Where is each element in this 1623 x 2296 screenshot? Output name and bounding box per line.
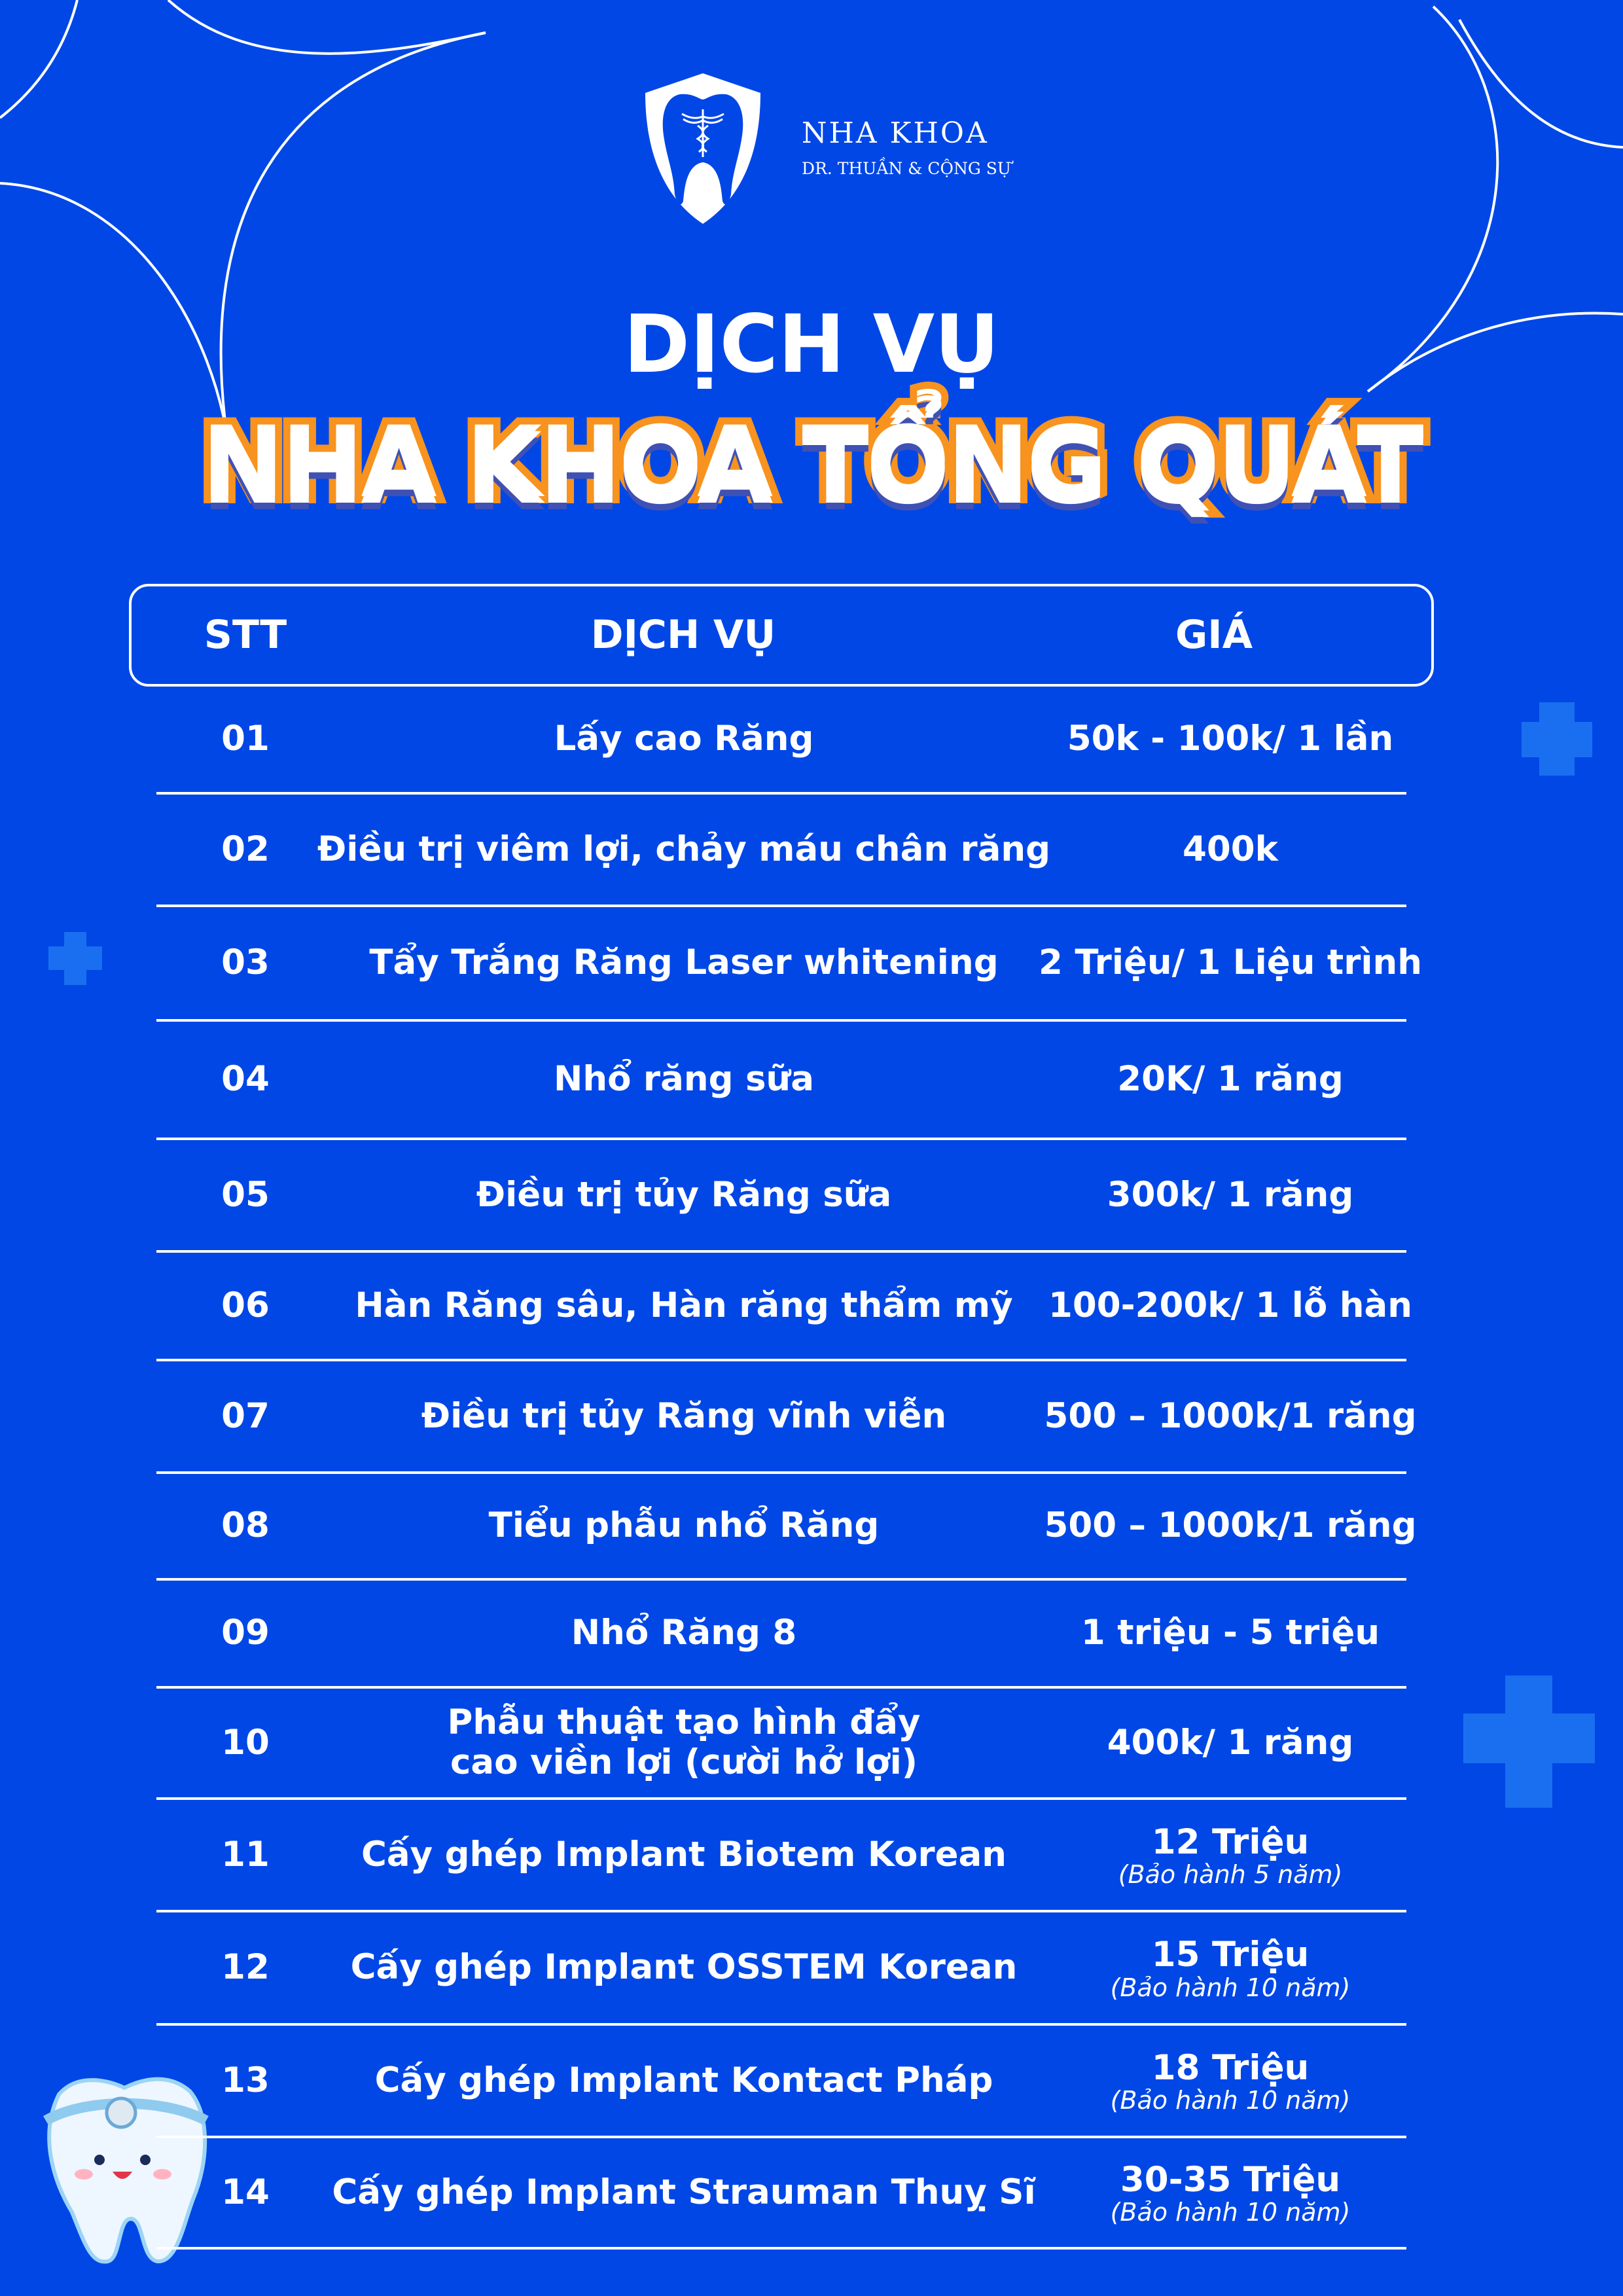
table-row: [0, 1022, 1623, 1140]
row-number: [221, 795, 270, 905]
price-cell: [1044, 1474, 1416, 1578]
row-number: [221, 1689, 270, 1797]
stt-value: 05: [221, 1174, 270, 1215]
page-subtitle: NHA KHOA TỔNG QUÁT: [202, 406, 1421, 520]
service-cell: [476, 1140, 892, 1250]
stt-value: 04: [221, 1059, 270, 1100]
service-cell: [554, 687, 814, 792]
service-name: Điều trị tủy Răng vĩnh viễn: [421, 1395, 947, 1436]
row-number: [221, 1361, 270, 1471]
service-name: Điều trị tủy Răng sữa: [476, 1174, 892, 1215]
price-value: 12 Triệu: [1151, 1821, 1310, 1862]
stt-value: 09: [221, 1613, 270, 1653]
service-name: Cấy ghép Implant Biotem Korean: [361, 1834, 1007, 1874]
stt-value: 07: [221, 1395, 270, 1436]
service-name: Cấy ghép Implant Kontact Pháp: [374, 2060, 993, 2100]
price-value: 500 – 1000k/1 răng: [1044, 1505, 1417, 1546]
price-value: 15 Triệu: [1151, 1935, 1310, 1975]
service-cell: [448, 1689, 921, 1797]
service-cell: [317, 795, 1050, 905]
price-value: 18 Triệu: [1151, 2047, 1310, 2088]
row-number: [221, 1022, 270, 1138]
service-name: Tẩy Trắng Răng Laser whitening: [369, 942, 999, 983]
price-value: 500 – 1000k/1 răng: [1044, 1395, 1417, 1436]
price-value: 100-200k/ 1 lỗ hàn: [1048, 1285, 1412, 1325]
price-value: 400k/ 1 răng: [1107, 1722, 1354, 1763]
row-divider: [156, 2247, 1406, 2250]
table-row: [0, 687, 1623, 795]
table-row: [0, 2138, 1623, 2250]
service-name: Cấy ghép Implant Strauman Thuỵ Sĩ: [332, 2172, 1036, 2212]
price-value: 300k/ 1 răng: [1107, 1174, 1354, 1215]
price-cell: [1067, 687, 1394, 792]
service-name: Tiểu phẫu nhổ Răng: [488, 1505, 880, 1546]
warranty-note: (Bảo hành 10 năm): [1110, 2086, 1351, 2115]
stt-value: 12: [221, 1947, 270, 1988]
row-number: [221, 2026, 270, 2136]
price-cell: [1107, 1689, 1354, 1797]
service-name: Cấy ghép Implant OSSTEM Korean: [350, 1947, 1018, 1988]
table-row: [0, 1474, 1623, 1581]
service-name: Lấy cao Răng: [554, 719, 814, 759]
table-row: [0, 907, 1623, 1022]
service-name: Hàn Răng sâu, Hàn răng thẩm mỹ: [355, 1285, 1013, 1325]
price-cell: [1111, 1912, 1351, 2023]
row-number: [221, 1140, 270, 1250]
service-cell: [554, 1022, 814, 1138]
price-cell: [1107, 1140, 1354, 1250]
stt-value: 11: [221, 1834, 270, 1874]
brand-subtitle: DR. THUẦN & CỘNG SỰ: [802, 159, 1011, 178]
table-row: [0, 1581, 1623, 1689]
warranty-note: (Bảo hành 10 năm): [1110, 2198, 1351, 2227]
service-name: Điều trị viêm lợi, chảy máu chân răng: [317, 829, 1051, 869]
price-cell: [1081, 1581, 1380, 1686]
table-row: [0, 2026, 1623, 2138]
page-title: DỊCH VỤ: [623, 298, 1000, 391]
price-cell: [1183, 795, 1278, 905]
row-number: [221, 2138, 270, 2247]
service-name-line2: cao viền lợi (cười hở lợi): [450, 1742, 918, 1782]
service-name: Nhổ răng sữa: [553, 1059, 815, 1100]
row-number: [221, 687, 270, 792]
service-cell: [489, 1474, 880, 1578]
row-number: [221, 1912, 270, 2023]
price-cell: [1048, 1253, 1412, 1359]
price-value: 50k - 100k/ 1 lần: [1067, 719, 1394, 759]
price-value: 2 Triệu/ 1 Liệu trình: [1039, 942, 1422, 983]
stt-value: 10: [221, 1722, 270, 1763]
service-cell: [375, 2026, 993, 2136]
table-row: [0, 1361, 1623, 1474]
stt-value: 13: [221, 2060, 270, 2100]
price-cell: [1044, 1361, 1416, 1471]
table-row: [0, 1800, 1623, 1912]
service-cell: [369, 907, 998, 1019]
brand-name: NHA KHOA: [802, 117, 989, 150]
stt-value: 03: [221, 942, 270, 983]
header-service: DỊCH VỤ: [590, 612, 776, 658]
table-row: [0, 1253, 1623, 1361]
service-cell: [421, 1361, 947, 1471]
price-cell: [1117, 1022, 1344, 1138]
table-row: [0, 1912, 1623, 2026]
service-name: Phẫu thuật tạo hình đẩy: [447, 1702, 921, 1743]
warranty-note: (Bảo hành 10 năm): [1110, 1973, 1351, 2002]
table-header: [129, 584, 1434, 687]
row-number: [221, 1581, 270, 1686]
service-cell: [332, 2138, 1035, 2247]
stt-value: 02: [221, 829, 270, 869]
service-cell: [571, 1581, 797, 1686]
logo-shield-icon: [644, 73, 762, 224]
stt-value: 08: [221, 1505, 270, 1546]
service-cell: [351, 1912, 1018, 2023]
table-row: [0, 1140, 1623, 1253]
stt-value: 01: [221, 719, 270, 759]
service-cell: [355, 1253, 1012, 1359]
price-value: 1 triệu - 5 triệu: [1080, 1613, 1380, 1653]
service-name: Nhổ Răng 8: [571, 1613, 797, 1653]
header-price: GIÁ: [1175, 612, 1253, 658]
row-number: [221, 1800, 270, 1910]
row-number: [221, 907, 270, 1019]
service-cell: [361, 1800, 1007, 1910]
price-cell: [1118, 1800, 1343, 1910]
price-value: 20K/ 1 răng: [1117, 1059, 1344, 1100]
row-number: [221, 1253, 270, 1359]
row-number: [221, 1474, 270, 1578]
price-value: 400k: [1183, 829, 1278, 869]
warranty-note: (Bảo hành 5 năm): [1118, 1860, 1343, 1890]
price-cell: [1111, 2026, 1351, 2136]
stt-value: 06: [221, 1285, 270, 1325]
stt-value: 14: [221, 2172, 270, 2212]
price-cell: [1111, 2138, 1351, 2247]
price-cell: [1039, 907, 1422, 1019]
table-row: [0, 795, 1623, 907]
table-row: [0, 1689, 1623, 1800]
price-value: 30-35 Triệu: [1120, 2159, 1341, 2200]
header-stt: STT: [204, 612, 287, 658]
